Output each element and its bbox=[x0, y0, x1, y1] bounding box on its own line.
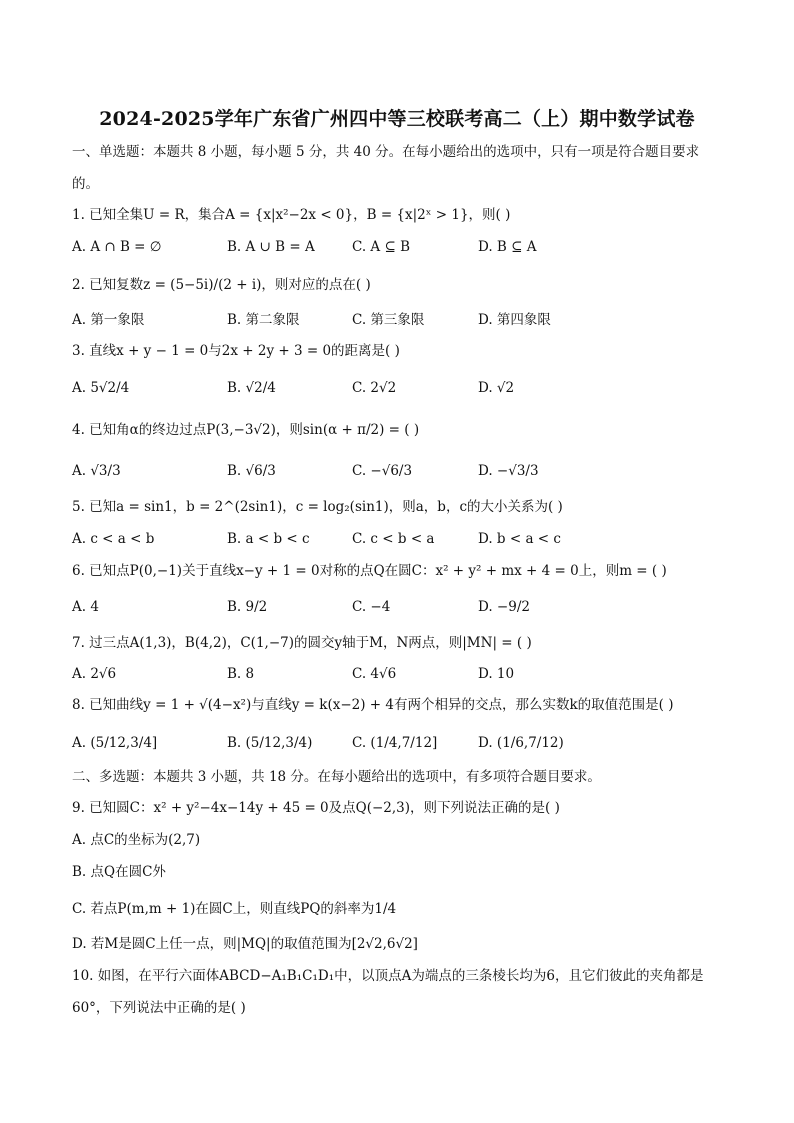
question-2-option-c: C. 第三象限 bbox=[352, 312, 425, 328]
question-7-option-a: A. 2√6 bbox=[72, 666, 117, 682]
question-6-option-a: A. 4 bbox=[72, 599, 99, 615]
section2-instructions: 二、多选题：本题共 3 小题，共 18 分。在每小题给出的选项中，有多项符合题目要求。 bbox=[72, 769, 601, 785]
question-2-stem: 2. 已知复数z = (5−5i)/(2 + i)，则对应的点在( ) bbox=[72, 277, 371, 293]
question-4-option-c: C. −√6/3 bbox=[352, 463, 413, 479]
question-2-options bbox=[72, 310, 722, 332]
question-8-option-b: B. (5/12,3/4) bbox=[227, 735, 313, 751]
question-6-options bbox=[72, 597, 722, 619]
exam-title: 2024-2025学年广东省广州四中等三校联考高二（上）期中数学试卷 bbox=[99, 108, 695, 130]
question-8-option-c: C. (1/4,7/12] bbox=[352, 735, 438, 751]
question-4-option-a: A. √3/3 bbox=[72, 463, 121, 479]
question-6-option-c: C. −4 bbox=[352, 599, 391, 615]
question-1-option-c: C. A ⊆ B bbox=[352, 239, 410, 255]
question-4-options bbox=[72, 461, 722, 483]
question-5-option-b: B. a < b < c bbox=[227, 531, 310, 547]
question-8-option-a: A. (5/12,3/4] bbox=[72, 735, 158, 751]
question-7-option-b: B. 8 bbox=[227, 666, 255, 682]
question-3-option-a: A. 5√2/4 bbox=[72, 380, 130, 396]
question-10-stem-line2: 60°，下列说法中正确的是( ) bbox=[72, 1000, 246, 1016]
section1-instructions-line1: 一、单选题：本题共 8 小题，每小题 5 分，共 40 分。在每小题给出的选项中，只有一项是符合题目要求 bbox=[72, 144, 700, 160]
question-6-option-d: D. −9/2 bbox=[478, 599, 530, 615]
question-5-option-a: A. c < a < b bbox=[72, 531, 155, 547]
question-2-option-a: A. 第一象限 bbox=[72, 312, 145, 328]
question-3-option-b: B. √2/4 bbox=[227, 380, 276, 396]
question-3-option-d: D. √2 bbox=[478, 380, 515, 396]
question-4-option-b: B. √6/3 bbox=[227, 463, 276, 479]
question-2-option-d: D. 第四象限 bbox=[478, 312, 551, 328]
question-9-option-c: C. 若点P(m,m + 1)在圆C上，则直线PQ的斜率为1/4 bbox=[72, 901, 397, 917]
question-2-option-b: B. 第二象限 bbox=[227, 312, 300, 328]
question-1-option-d: D. B ⊆ A bbox=[478, 239, 537, 255]
question-6-option-b: B. 9/2 bbox=[227, 599, 268, 615]
question-1-stem: 1. 已知全集U = R，集合A = {x|x²−2x < 0}，B = {x|2ˣ > 1}，则( ) bbox=[72, 207, 511, 223]
question-10-stem-line1: 10. 如图，在平行六面体ABCD−A₁B₁C₁D₁中，以顶点A为端点的三条棱长均为6，且它们彼此的夹角都是 bbox=[72, 968, 704, 984]
question-9-option-a: A. 点C的坐标为(2,7) bbox=[72, 832, 201, 848]
question-8-options bbox=[72, 733, 722, 755]
question-6-stem: 6. 已知点P(0,−1)关于直线x−y + 1 = 0对称的点Q在圆C：x² + y² + mx + 4 = 0上，则m = ( ) bbox=[72, 563, 667, 579]
question-8-stem: 8. 已知曲线y = 1 + √(4−x²)与直线y = k(x−2) + 4有两个相异的交点，那么实数k的取值范围是( ) bbox=[72, 697, 674, 713]
question-7-options bbox=[72, 664, 722, 686]
question-5-option-d: D. b < a < c bbox=[478, 531, 561, 547]
question-5-option-c: C. c < b < a bbox=[352, 531, 435, 547]
question-3-option-c: C. 2√2 bbox=[352, 380, 397, 396]
question-4-stem: 4. 已知角α的终边过点P(3,−3√2)，则sin(α + π/2) = ( ) bbox=[72, 422, 420, 438]
question-1-options bbox=[72, 237, 722, 259]
question-8-option-d: D. (1/6,7/12) bbox=[478, 735, 564, 751]
section1-instructions-line2: 的。 bbox=[72, 176, 99, 192]
question-7-option-d: D. 10 bbox=[478, 666, 515, 682]
question-3-options bbox=[72, 378, 722, 400]
question-1-option-a: A. A ∩ B = ∅ bbox=[72, 239, 162, 255]
question-5-stem: 5. 已知a = sin1，b = 2^(2sin1)，c = log₂(sin1)，则a，b，c的大小关系为( ) bbox=[72, 499, 563, 515]
question-3-stem: 3. 直线x + y − 1 = 0与2x + 2y + 3 = 0的距离是( ) bbox=[72, 343, 400, 359]
question-9-option-d: D. 若M是圆C上任一点，则|MQ|的取值范围为[2√2,6√2] bbox=[72, 936, 418, 952]
question-9-stem: 9. 已知圆C：x² + y²−4x−14y + 45 = 0及点Q(−2,3)，则下列说法正确的是( ) bbox=[72, 800, 560, 816]
question-5-options bbox=[72, 529, 722, 551]
question-9-option-b: B. 点Q在圆C外 bbox=[72, 864, 166, 880]
question-7-option-c: C. 4√6 bbox=[352, 666, 397, 682]
question-1-option-b: B. A ∪ B = A bbox=[227, 239, 315, 255]
question-4-option-d: D. −√3/3 bbox=[478, 463, 539, 479]
question-7-stem: 7. 过三点A(1,3)，B(4,2)，C(1,−7)的圆交y轴于M，N两点，则|MN| = ( ) bbox=[72, 635, 532, 651]
